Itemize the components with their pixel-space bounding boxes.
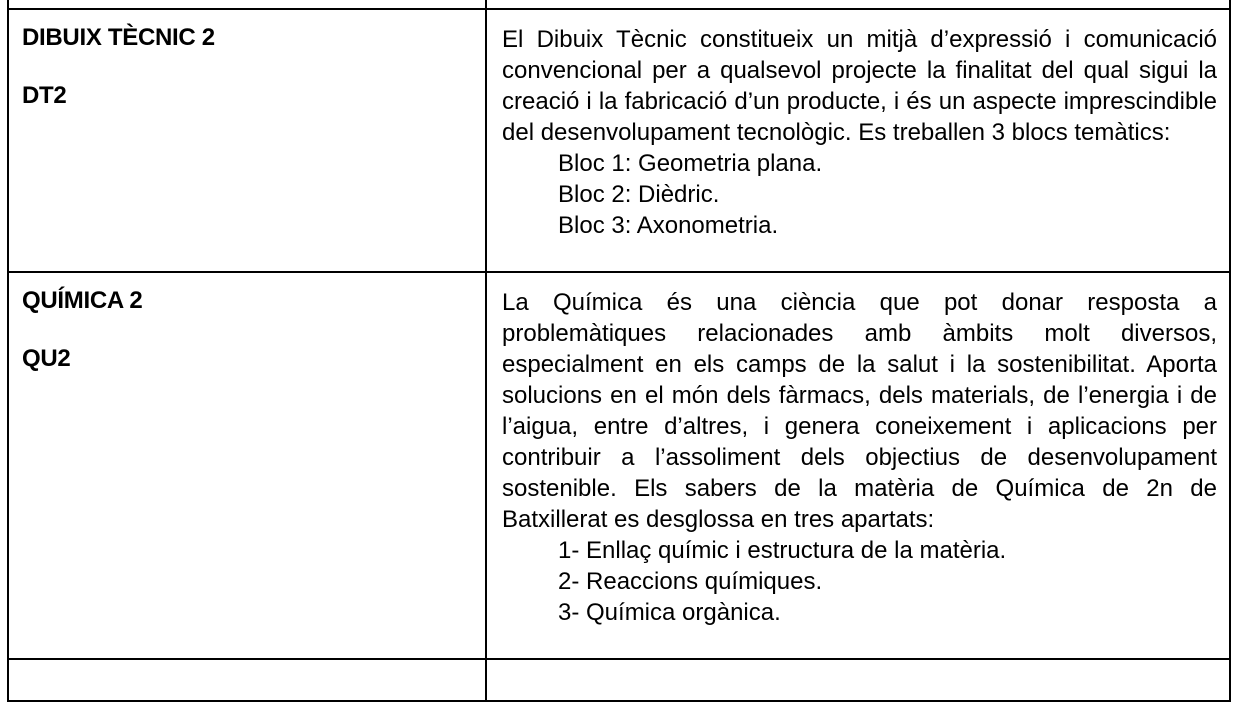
subject-code: DT2 <box>22 82 67 109</box>
list-item: 3- Química orgànica. <box>558 599 781 626</box>
list-item: Bloc 1: Geometria plana. <box>558 150 823 177</box>
description-cell <box>486 9 1230 272</box>
description-cell <box>486 272 1230 659</box>
subject-title: QUÍMICA 2 <box>22 287 143 314</box>
list-item: Bloc 3: Axonometria. <box>558 212 779 239</box>
list-item: Bloc 2: Dièdric. <box>558 181 720 208</box>
subject-cell <box>8 272 486 659</box>
subject-description: La Química és una ciència que pot donar resposta a problemàtiques relacionades amb àmbits molt diversos, especialment en els camps de la salut i la sostenibilitat. Aporta solucions en el món dels fàrmacs, dels materials, de l’energia i de l’aigua, entre d’altres, i genera coneixement i aplicacions per contribuir a l’assoliment dels objectius de desenvolupament sostenible. Els sabers de la matèria de Química de 2n de Batxillerat es desglossa en tres apartats: <box>502 289 1217 533</box>
subject-cell-previous <box>8 0 486 9</box>
subject-description: El Dibuix Tècnic constitueix un mitjà d’expressió i comunicació convencional per a qualsevol projecte la finalitat del qual sigui la creació i la fabricació d’un producte, i és un aspecte imprescindible del desenvolupament tecnològic. Es treballen 3 blocs temàtics: <box>502 26 1217 146</box>
table-row-previous <box>8 0 1230 9</box>
list-item: 2- Reaccions químiques. <box>558 568 823 595</box>
list-item: 1- Enllaç químic i estructura de la matèria. <box>558 537 1007 564</box>
table-row-next <box>8 659 1230 701</box>
table-row <box>8 9 1230 272</box>
description-cell-previous <box>486 0 1230 9</box>
description-cell-next <box>486 659 1230 701</box>
subjects-table <box>7 0 1231 702</box>
subject-cell-next <box>8 659 486 701</box>
subject-title: DIBUIX TÈCNIC 2 <box>22 24 215 51</box>
subject-code: QU2 <box>22 345 71 372</box>
subject-cell <box>8 9 486 272</box>
table-row <box>8 272 1230 659</box>
